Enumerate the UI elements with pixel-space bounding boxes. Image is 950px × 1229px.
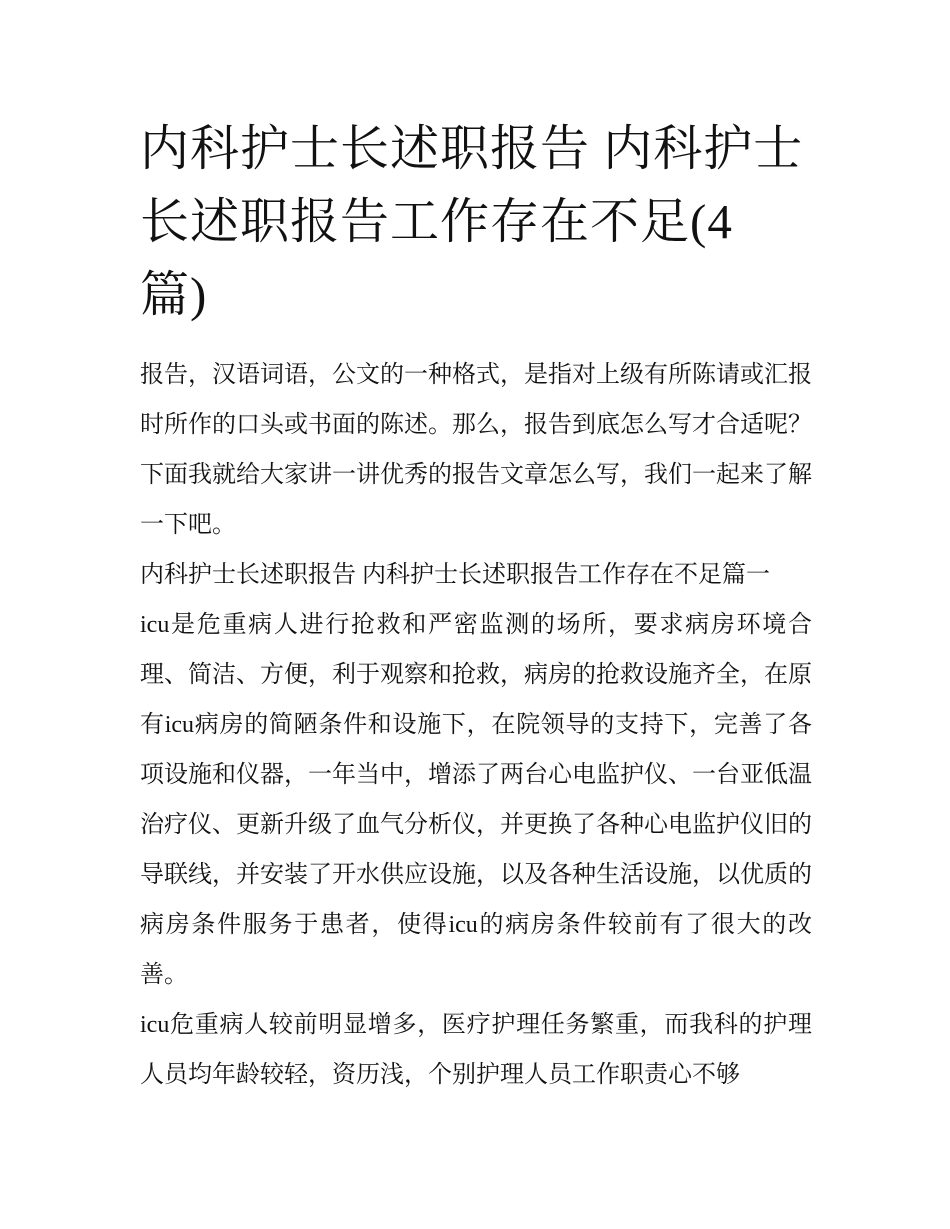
- document-title: [140, 112, 812, 331]
- document-content: [140, 112, 812, 1100]
- section-heading-paragraph: 内科护士长述职报告 内科护士长述职报告工作存在不足篇一: [140, 562, 770, 588]
- body-paragraph-1: icu是危重病人进行抢救和严密监测的场所，要求病房环境合理、简洁、方便，利于观察和抢救，病房的抢救设施齐全，在原有icu病房的简陋条件和设施下，在院领导的支持下，完善了各项设施和仪器，一年当中，增添了两台心电监护仪、一台亚低温治疗仪、更新升级了血气分析仪，并更换了各种心电监护仪旧的导联线，并安装了开水供应设施，以及各种生活设施，以优质的病房条件服务于患者，使得icu的病房条件较前有了很大的改善。: [140, 612, 812, 988]
- body-paragraph-2: icu危重病人较前明显增多，医疗护理任务繁重，而我科的护理人员均年龄较轻，资历浅，个别护理人员工作职责心不够: [140, 1012, 812, 1088]
- title-line-2: 长述职报告工作存在不足(4: [140, 194, 733, 249]
- title-line-1: 内科护士长述职报告 内科护士: [140, 121, 804, 176]
- title-line-3: 篇): [140, 267, 208, 322]
- intro-paragraph: 报告，汉语词语，公文的一种格式，是指对上级有所陈请或汇报时所作的口头或书面的陈述。那么，报告到底怎么写才合适呢？下面我就给大家讲一讲优秀的报告文章怎么写，我们一起来了解一下吧。: [140, 362, 812, 538]
